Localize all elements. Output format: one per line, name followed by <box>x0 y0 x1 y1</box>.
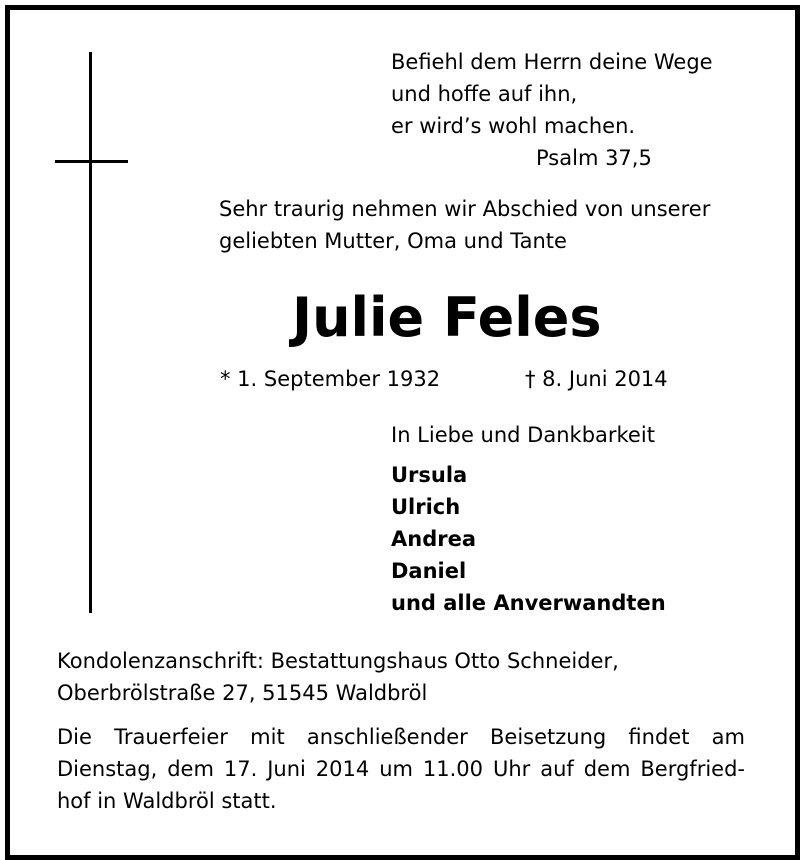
mourner-name: Daniel <box>391 559 467 583</box>
death-date: † 8. Juni 2014 <box>525 367 668 391</box>
psalm-line-2: und hoffe auf ihn, <box>391 82 578 106</box>
mourner-name: Ursula <box>391 463 468 487</box>
intro-line-2: geliebten Mutter, Oma und Tante <box>219 229 567 253</box>
psalm-line-3: er wird’s wohl machen. <box>391 114 636 138</box>
psalm-reference: Psalm 37,5 <box>536 146 652 170</box>
condolence-line-2: Oberbrölstraße 27, 51545 Waldbröl <box>57 681 428 705</box>
mourners-heading: In Liebe und Dankbarkeit <box>391 423 655 447</box>
mourner-name: Ulrich <box>391 495 461 519</box>
funeral-info: Die Trauerfeier mit anschließender Beisetzung findet am Dienstag, dem 17. Juni 2014 um 11.00 Uhr auf dem Bergfried-hof in Waldbröl statt. <box>57 725 745 813</box>
birth-date: * 1. September 1932 <box>220 367 441 391</box>
deceased-name: Julie Feles <box>292 286 602 349</box>
mourner-name: und alle Anverwandten <box>391 591 666 615</box>
cross-vertical-bar <box>89 52 92 613</box>
condolence-line-1: Kondolenzanschrift: Bestattungshaus Otto Schneider, <box>57 649 619 673</box>
intro-line-1: Sehr traurig nehmen wir Abschied von unserer <box>219 197 711 221</box>
psalm-line-1: Befiehl dem Herrn deine Wege <box>391 50 713 74</box>
cross-horizontal-bar <box>55 160 128 163</box>
mourner-name: Andrea <box>391 527 477 551</box>
